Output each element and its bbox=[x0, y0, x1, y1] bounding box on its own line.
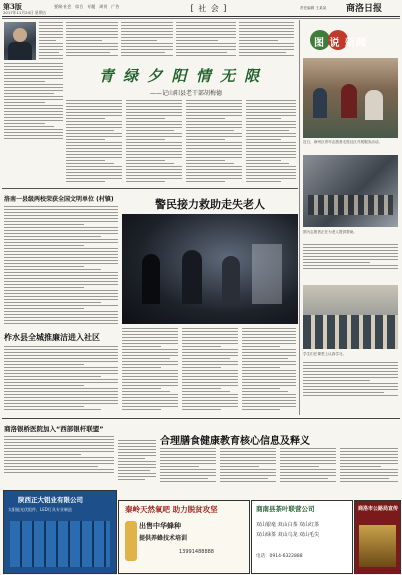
text-column bbox=[122, 328, 178, 414]
night-street-photo bbox=[122, 214, 298, 324]
masthead: 商洛日报 bbox=[346, 4, 383, 14]
text-column bbox=[246, 100, 296, 184]
photo-news-badge bbox=[310, 28, 392, 54]
photo-caption: 学生们在课堂上认真学习。 bbox=[303, 352, 347, 356]
text-column bbox=[4, 206, 118, 326]
page-label: 第3版 bbox=[3, 2, 22, 11]
center-headline: 警民接力救助走失老人 bbox=[155, 198, 265, 211]
text-column bbox=[182, 328, 238, 414]
text-column bbox=[220, 448, 276, 498]
photo-news-label: 图 说 新闻 bbox=[314, 38, 367, 49]
news-photo-classroom bbox=[303, 285, 398, 349]
ad-sub: 提供养蜂技术培训 bbox=[139, 535, 188, 542]
text-column bbox=[4, 63, 63, 143]
news-photo-volunteers bbox=[303, 58, 398, 138]
editor-line: 责任编辑 王某某 bbox=[300, 6, 327, 10]
photo-caption: 图为志愿者正在为老人提供帮助。 bbox=[303, 230, 357, 234]
nav-bar bbox=[54, 4, 174, 12]
feature-subhead: ——记山阳县老干部胡梅德 bbox=[150, 90, 223, 97]
text-column bbox=[186, 100, 242, 184]
text-column bbox=[66, 100, 122, 184]
ad-far-right[interactable] bbox=[354, 500, 401, 574]
nav-item[interactable]: 广告 bbox=[111, 4, 120, 9]
nav-item[interactable]: 周刊 bbox=[99, 4, 108, 9]
ad-center[interactable] bbox=[118, 500, 250, 574]
text-column bbox=[303, 362, 398, 410]
ad-title: 陕西正大铝业有限公司 bbox=[18, 496, 83, 504]
text-column bbox=[121, 22, 173, 60]
ad-title: 秦岭天然氧吧 助力脱贫攻坚 bbox=[125, 505, 218, 514]
ad-line: 太阳能光伏组件、LED灯具专业制造 bbox=[8, 507, 72, 512]
article-headline: 柞水县全城推廉洁进入社区 bbox=[4, 333, 100, 342]
text-column bbox=[160, 448, 216, 498]
column-divider bbox=[299, 20, 300, 415]
ad-line: 双山绿茶 双山乌龙 双山毛尖 bbox=[256, 532, 320, 538]
text-column bbox=[118, 440, 156, 496]
ad-title: 商南县茶叶联营公司 bbox=[256, 505, 315, 513]
text-column bbox=[176, 22, 236, 60]
nav-item[interactable]: 专题 bbox=[87, 4, 96, 9]
ad-phone: 电话：0914-6322888 bbox=[256, 554, 303, 559]
news-photo-crowd bbox=[303, 155, 398, 227]
text-column bbox=[280, 448, 336, 498]
text-column bbox=[303, 244, 398, 280]
text-column bbox=[126, 100, 182, 184]
text-column bbox=[4, 436, 114, 488]
header-rule bbox=[2, 16, 400, 17]
section-rule bbox=[2, 188, 298, 189]
text-column bbox=[4, 346, 118, 414]
date-line: 2017年11月24日 星期五 bbox=[3, 10, 47, 15]
section-rule bbox=[2, 418, 400, 419]
text-column bbox=[39, 22, 63, 62]
section-title: [ 社 会 ] bbox=[190, 4, 228, 13]
ad-line: 双山银毫 双山白茶 双山红茶 bbox=[256, 522, 320, 528]
feature-headline: 青 绿 夕 阳 情 无 限 bbox=[98, 67, 262, 85]
ad-phone: 13991488888 bbox=[179, 549, 214, 555]
portrait-photo bbox=[4, 22, 36, 60]
ad-title: 商洛市公路局宣传 bbox=[358, 506, 399, 512]
article-headline: 商洛银桥医院加入“西部银杆联盟” bbox=[4, 425, 104, 433]
article-headline: 洛南一县级两校荣获全国文明单位 (村镇) bbox=[4, 196, 114, 203]
nav-item[interactable]: 要闻·社会 bbox=[54, 4, 72, 9]
ad-right[interactable] bbox=[251, 500, 353, 574]
header-rule-2 bbox=[2, 18, 400, 19]
nav-item[interactable]: 综合 bbox=[75, 4, 84, 9]
text-column bbox=[242, 328, 296, 414]
text-column bbox=[66, 22, 118, 60]
text-column bbox=[239, 22, 294, 60]
ad-sub: 出售中华蜂种 bbox=[139, 521, 181, 530]
photo-caption: 近日，商州区青年志愿者走进社区开展服务活动。 bbox=[303, 140, 383, 144]
health-headline: 合理膳食健康教育核心信息及释义 bbox=[160, 436, 310, 447]
ad-left[interactable] bbox=[3, 490, 117, 574]
text-column bbox=[340, 448, 398, 498]
